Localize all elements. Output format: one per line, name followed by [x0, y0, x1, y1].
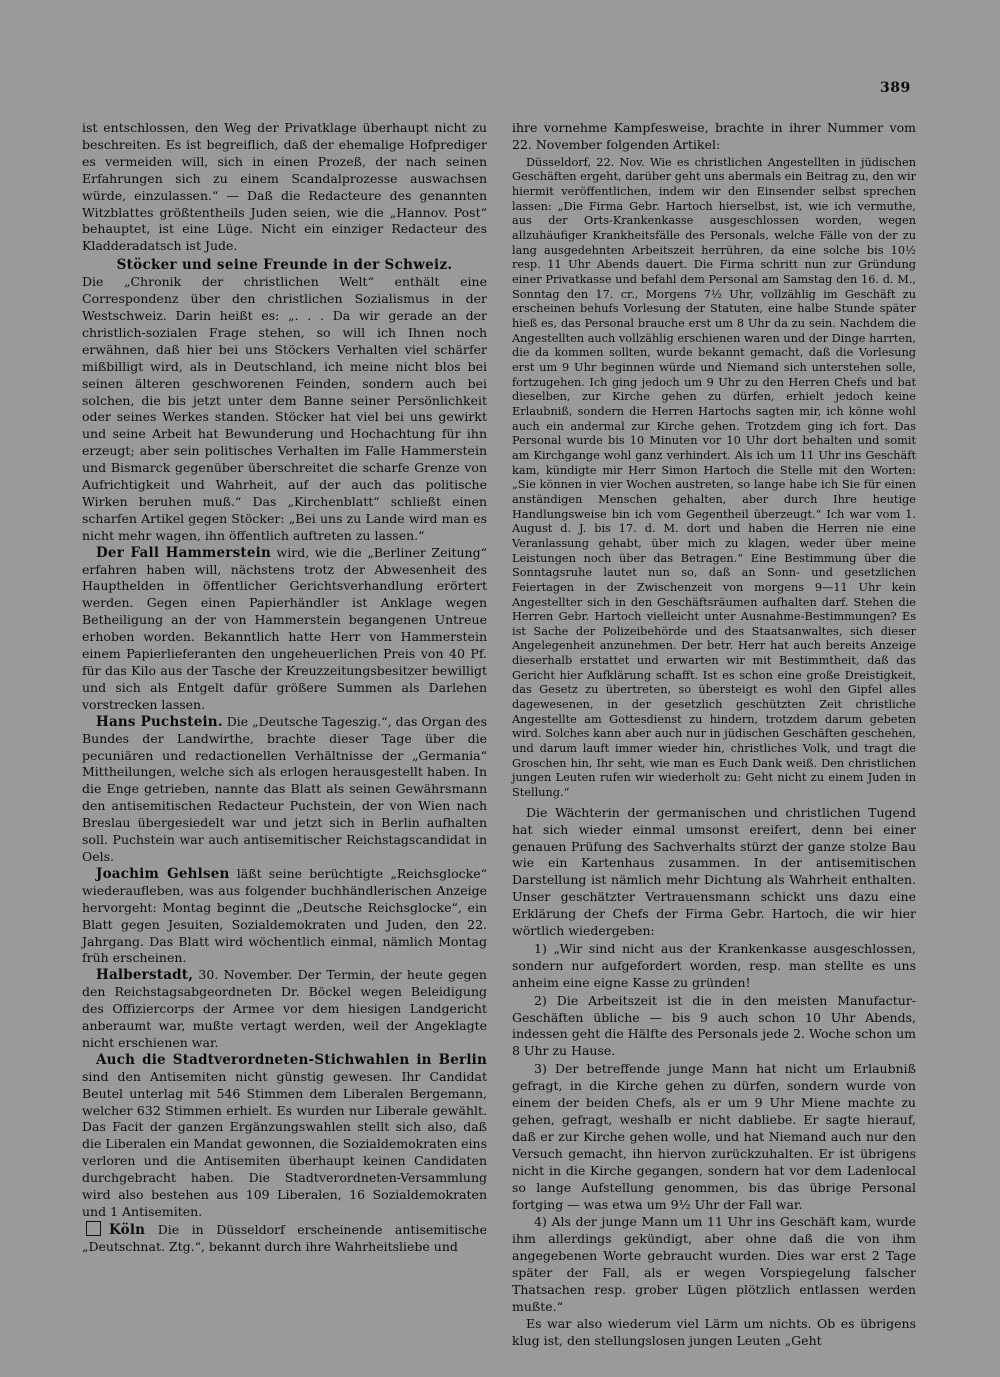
run-in-heading: Halberstadt,: [96, 967, 194, 984]
page-number: 389: [880, 80, 911, 96]
left-column: [82, 120, 487, 1337]
article-paragraph: Die Wächterin der germanischen und christlichen Tugend hat sich wieder einmal umsonst ereifert, denn bei einer genauen Prüfung des Sachverhalts stürzt der ganze stolze Bau wie ein Kartenhaus zusammen. In der antisemitischen Darstellung ist nämlich mehr Dichtung als Wahrheit enthalten. Unser geschätzter Vertrauensmann schickt uns dazu eine Erklärung der Chefs der Firma Gebr. Hartoch, die wir hier wörtlich wiedergeben:: [512, 804, 916, 939]
article-paragraph: ihre vornehme Kampfesweise, brachte in ihrer Nummer vom 22. November folgenden Artikel:: [512, 120, 916, 152]
article-paragraph: Die „Chronik der christlichen Welt“ enthält eine Correspondenz über den christlichen Sozialismus in der Westschweiz. Darin heißt es: „. . . Da wir gerade an der christlich-sozialen Frage stehen, so will ich Ihnen noch erwähnen, daß hier bei uns Stöckers Verhalten viel schärfer mißbilligt wird, als in Deutschland, ich meine nicht blos bei seinen älteren geschworenen Feinden, sondern auch bei solchen, die bis jetzt unter dem Banne seiner Persönlichkeit oder seines Werkes standen. Stöcker hat viel bei uns gewirkt und seine Arbeit hat Bewunderung und Hochachtung für ihn erzeugt; aber sein politisches Verhalten im Falle Hammerstein und Bismarck gegenüber überschreitet die scharfe Grenze von Aufrichtigkeit und Wahrheit, auf der auch das politische Wirken beruhen muß.“ Das „Kirchenblatt“ schließt einen scharfen Artikel gegen Stöcker: „Bei uns zu Lande wird man es nicht mehr wagen, ihn öffentlich auftreten zu lassen.“: [82, 274, 487, 543]
article-paragraph: Halberstadt, 30. November. Der Termin, der heute gegen den Reichstagsabgeordneten Dr. Böckel wegen Beleidigung des Offiziercorps der Armee vor dem hiesigen Landgericht anberaumt war, mußte vertagt werden, weil der Angeklagte nicht erschienen war.: [82, 967, 487, 1050]
run-in-heading: Köln: [109, 1221, 146, 1238]
section-heading: Stöcker und seine Freunde in der Schweiz.: [116, 257, 453, 274]
run-in-heading: Der Fall Hammerstein: [96, 544, 271, 561]
list-item: 2) Die Arbeitszeit ist die in den meisten Manufactur-Geschäften übliche — bis 9 auch schon 10 Uhr Abends, indessen geht die Hälfte des Personals jede 2. Woche schon um 8 Uhr zu Hause.: [512, 992, 916, 1059]
article-paragraph: Auch die Stadtverordneten-Stichwahlen in Berlin sind den Antisemiten nicht günstig gewesen. Ihr Candidat Beutel unterlag mit 546 Stimmen dem Liberalen Bergemann, welcher 632 Stimmen erhielt. Es wurden nur Liberale gewählt. Das Facit der ganzen Ergänzungswahlen stellt sich also, daß die Liberalen ein Mandat gewonnen, die Sozialdemokraten eins verloren und die Antisemiten überhaupt keinen Candidaten durchgebracht haben. Die Stadtverordneten-Versammlung wird also bestehen aus 109 Liberalen, 16 Sozialdemokraten und 1 Antisemiten.: [82, 1051, 487, 1219]
article-paragraph: Der Fall Hammerstein wird, wie die „Berliner Zeitung“ erfahren haben will, nächstens trotz der Abwesenheit des Haupthelden in öffentlicher Gerichtsverhandlung erörtert werden. Gegen einen Papierhändler ist Anklage wegen Betheiligung an der von Hammerstein begangenen Untreue erhoben worden. Bekanntlich hatte Herr von Hammerstein einem Papierlieferanten den ungeheuerlichen Preis von 40 Pf. für das Kilo aus der Tasche der Kreuzzeitungsbesitzer bewilligt und sich als Entgelt dafür größere Summen als Darlehen vorstrecken lassen.: [82, 544, 487, 712]
article-paragraph: Es war also wiederum viel Lärm um nichts. Ob es übrigens klug ist, den stellungslosen jungen Leuten „Geht: [512, 1315, 916, 1348]
right-column: [512, 120, 916, 1348]
quoted-article: Düsseldorf, 22. Nov. Wie es christlichen Angestellten in jüdischen Geschäften ergeht, darüber geht uns abermals ein Beitrag zu, den wir hiermit veröffentlichen, indem wir den Einsender selbst sprechen lassen: „Die Firma Gebr. Hartoch hierselbst, ist, wie ich vermuthe, aus der Orts-Krankenkasse ausgeschlossen worden, wegen allzuhäufiger Krankheitsfälle des Personals, welche Fälle von der zu lang ausgedehnten Arbeitszeit herrühren, da eine solche bis 10½ resp. 11 Uhr Abends dauert. Die Firma schritt nun zur Gründung einer Privatkasse und befahl dem Personal am Samstag den 16. d. M., Sonntag den 17. cr., Morgens 7½ Uhr, vollzählig im Geschäft zu erscheinen behufs Vorlesung der Statuten, eine halbe Stunde später hieß es, das Personal brauche erst um 8 Uhr da zu sein. Nachdem die Angestellten auch vollzählig erschienen waren und der Dinge harrten, die da kommen sollten, wurde bekannt gemacht, daß die Vorlesung erst um 9 Uhr beginnen würde und Niemand sich unterstehen solle, fortzugehen. Ich ging jedoch um 9 Uhr zu den Herren Chefs und bat dieselben, zur Kirche gehen zu dürfen, erhielt jedoch keine Erlaubniß, sondern die Herren Hartochs sagten mir, ich könne wohl auch ein andermal zur Kirche gehen. Trotzdem ging ich fort. Das Personal wurde bis 10 Minuten vor 10 Uhr dort behalten und somit am Kirchgange wohl ganz verhindert. Als ich um 11 Uhr ins Geschäft kam, kündigte mir Herr Simon Hartoch die Stelle mit den Worten: „Sie können in vier Wochen austreten, so lange habe ich Sie für einen anständigen Menschen gehalten, aber durch Ihre heutige Handlungsweise bin ich vom Gegentheil überzeugt.“ Ich war vom 1. August d. J. bis 17. d. M. dort und haben die Herren nie eine Veranlassung gehabt, über mich zu klagen, weder über meine Leistungen noch über das Betragen.“ Eine Bestimmung über die Sonntagsruhe lautet nun so, daß an Sonn- und gesetzlichen Feiertagen in der Zwischenzeit von morgens 9—11 Uhr kein Angestellter sich in den Geschäftsräumen aufhalten darf. Stehen die Herren Gebr. Hartoch vielleicht unter Ausnahme-Bestimmungen? Es ist Sache der Polizeibehörde und des Staatsanwaltes, sich dieser Angelegenheit anzunehmen. Der betr. Herr hat auch bereits Anzeige dieserhalb erstattet und erwarten wir mit Bestimmtheit, daß das Gericht hier Aufklärung schafft. Ist es schon eine große Dreistigkeit, das Gesetz zu übertreten, so übersteigt es wohl den Gipfel alles dagewesenen, in der gesetzlich geschützten Zeit christliche Angestellte am Gottesdienst zu hindern, trotzdem darum gebeten wird. Solches kann aber auch nur in jüdischen Geschäften geschehen, und darum lauft immer wieder hin, christliches Volk, und tragt die Groschen hin, Ihr seht, wie man es Euch Dank weiß. Den christlichen jungen Leuten rufen wir wiederholt zu: Geht nicht zu einem Juden in Stellung.“: [512, 155, 916, 800]
run-in-heading: Auch die Stadtverordneten-Stichwahlen in Berlin: [96, 1051, 487, 1068]
article-continuation: ist entschlossen, den Weg der Privatklage überhaupt nicht zu beschreiten. Es ist begreiflich, daß der ehemalige Hofprediger es vermeiden will, sich in einen Prozeß, der nach seinen Erfahrungen sich zu einem Scandalprozesse auswachsen würde, einzulassen.“ — Daß die Redacteure des genannten Witzblattes größtentheils Juden seien, wie die „Hannov. Post“ behauptet, ist eine Lüge. Nicht ein einziger Redacteur des Kladderadatsch ist Jude.: [82, 120, 487, 254]
article-paragraph: Hans Puchstein. Die „Deutsche Tageszig.“, das Organ des Bundes der Landwirthe, brachte dieser Tage über die pecuniären und redactionellen Verhältnisse der „Germania“ Mittheilungen, welche sich als erlogen herausgestellt haben. In die Enge getrieben, nannte das Blatt als seinen Gewährsmann den antisemitischen Redacteur Puchstein, der von Wien nach Breslau übergesiedelt war und jetzt sich in Berlin aufhalten soll. Puchstein war auch antisemitischer Reichstagscandidat in Oels.: [82, 713, 487, 864]
list-item: 1) „Wir sind nicht aus der Krankenkasse ausgeschlossen, sondern nur aufgefordert worden, resp. man stellte es uns anheim eine eigne Kasse zu gründen!: [512, 940, 916, 990]
article-paragraph: Köln Die in Düsseldorf erscheinende antisemitische „Deutschnat. Ztg.“, bekannt durch ihre Wahrheitsliebe und: [82, 1221, 487, 1254]
article-paragraph: Joachim Gehlsen läßt seine berüchtigte „Reichsglocke“ wiederaufleben, was aus folgender buchhändlerischen Anzeige hervorgeht: Montag beginnt die „Deutsche Reichsglocke“, ein Blatt gegen Jesuiten, Sozialdemokraten und Juden, den 22. Jahrgang. Das Blatt wird wöchentlich einmal, nämlich Montag früh erscheinen.: [82, 865, 487, 966]
run-in-heading: Hans Puchstein.: [96, 713, 223, 730]
list-item: 3) Der betreffende junge Mann hat nicht um Erlaubniß gefragt, in die Kirche gehen zu dürfen, sondern wurde von einem der beiden Chefs, als er um 9 Uhr Miene machte zu gehen, gefragt, weshalb er nicht dabliebe. Er sagte hierauf, daß er zur Kirche gehen wolle, und hat Niemand auch nur den Versuch gemacht, ihn hiervon zurückzuhalten. Er ist übrigens nicht in die Kirche gegangen, sondern hat vor dem Ladenlocal so lange Aufstellung genommen, bis das übrige Personal fortging — was etwa um 9½ Uhr der Fall war.: [512, 1061, 916, 1212]
list-item: 4) Als der junge Mann um 11 Uhr ins Geschäft kam, wurde ihm allerdings gekündigt, aber ohne daß die von ihm angegebenen Worte gebraucht wurden. Dies war erst 2 Tage später der Fall, als er wegen Vorspiegelung falscher Thatsachen resp. grober Lügen plötzlich entlassen werden mußte.“: [512, 1214, 916, 1314]
run-in-heading: Joachim Gehlsen: [96, 865, 230, 882]
box-symbol-icon: [86, 1221, 101, 1236]
